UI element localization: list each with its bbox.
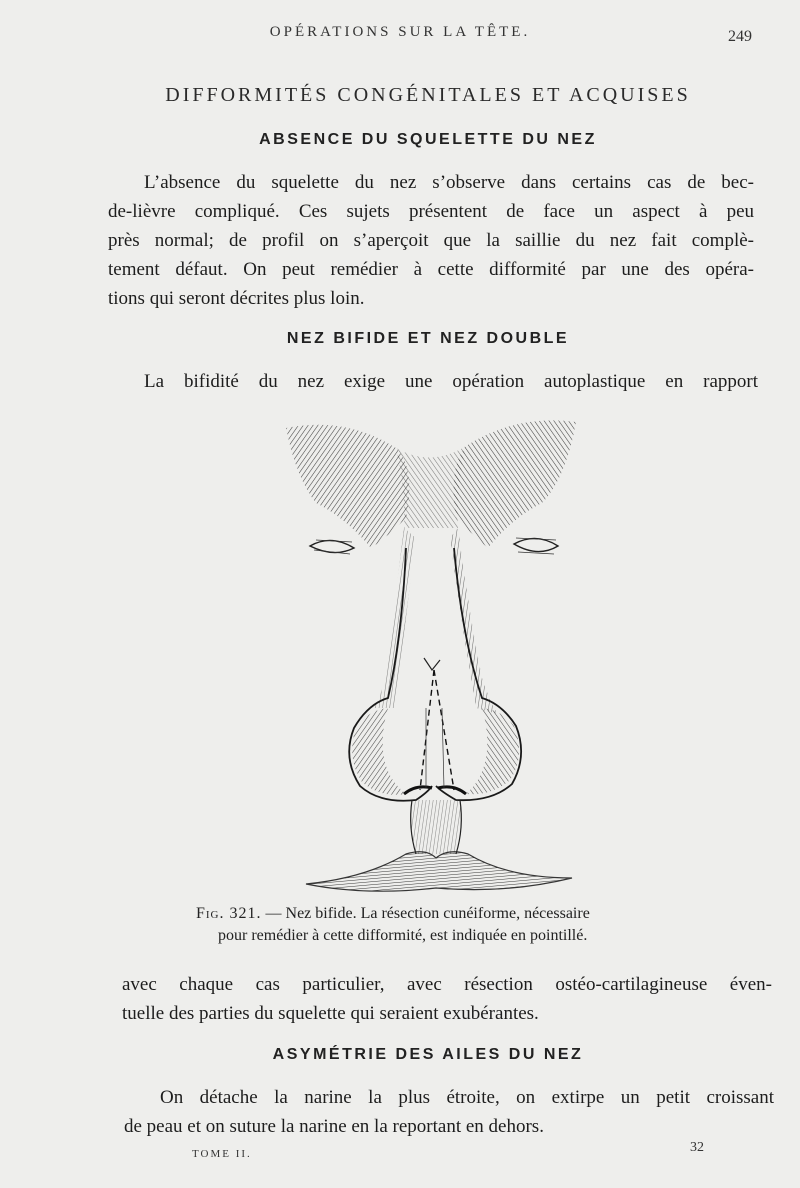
text-line: de peau et on suture la narine en la reportant en dehors. <box>124 1116 544 1137</box>
text-line: La bifidité du nez exige une opération autoplastique en rapport <box>144 371 758 392</box>
paragraph-bifide-start <box>144 367 758 396</box>
text-line: près normal; de profil on s’aperçoit que la saillie du nez fait complè- <box>108 230 754 251</box>
page-number: 249 <box>728 28 752 45</box>
chapter-title: DIFFORMITÉS CONGÉNITALES ET ACQUISES <box>165 84 691 106</box>
text-line: tement défaut. On peut remédier à cette difformité par une des opéra- <box>108 259 754 280</box>
footer-signature: 32 <box>690 1140 704 1155</box>
figure-caption <box>196 903 696 947</box>
text-line: avec chaque cas particulier, avec résection ostéo-cartilagineuse éven- <box>122 974 772 995</box>
caption-line-1 <box>196 903 696 925</box>
section-heading-bifide: NEZ BIFIDE ET NEZ DOUBLE <box>286 330 570 347</box>
text-line: tuelle des parties du squelette qui seraient exubérantes. <box>122 1003 539 1024</box>
text-line: L’absence du squelette du nez s’observe dans certains cas de bec- <box>144 172 754 193</box>
text-line: tions qui seront décrites plus loin. <box>108 288 365 309</box>
text-line: On détache la narine la plus étroite, on extirpe un petit croissant <box>160 1087 774 1108</box>
caption-line-2: pour remédier à cette difformité, est indiquée en pointillé. <box>218 927 588 944</box>
figure-label: Fig. 321. <box>196 905 262 922</box>
footer-tome: TOME II. <box>192 1148 252 1160</box>
running-head: OPÉRATIONS SUR LA TÊTE. <box>269 24 531 40</box>
section-heading-asymetrie: ASYMÉTRIE DES AILES DU NEZ <box>272 1046 584 1063</box>
text-line: de-lièvre compliqué. Ces sujets présentent de face un aspect à peu <box>108 201 754 222</box>
paragraph-absence <box>108 168 754 313</box>
section-heading-absence: ABSENCE DU SQUELETTE DU NEZ <box>259 131 597 148</box>
paragraph-bifide-end <box>122 970 772 1028</box>
paragraph-asymetrie <box>124 1083 774 1141</box>
nose-engraving <box>276 408 586 898</box>
figure-bifid-nose <box>276 408 586 898</box>
caption-text-1: — Nez bifide. La résection cunéiforme, nécessaire <box>261 905 590 922</box>
